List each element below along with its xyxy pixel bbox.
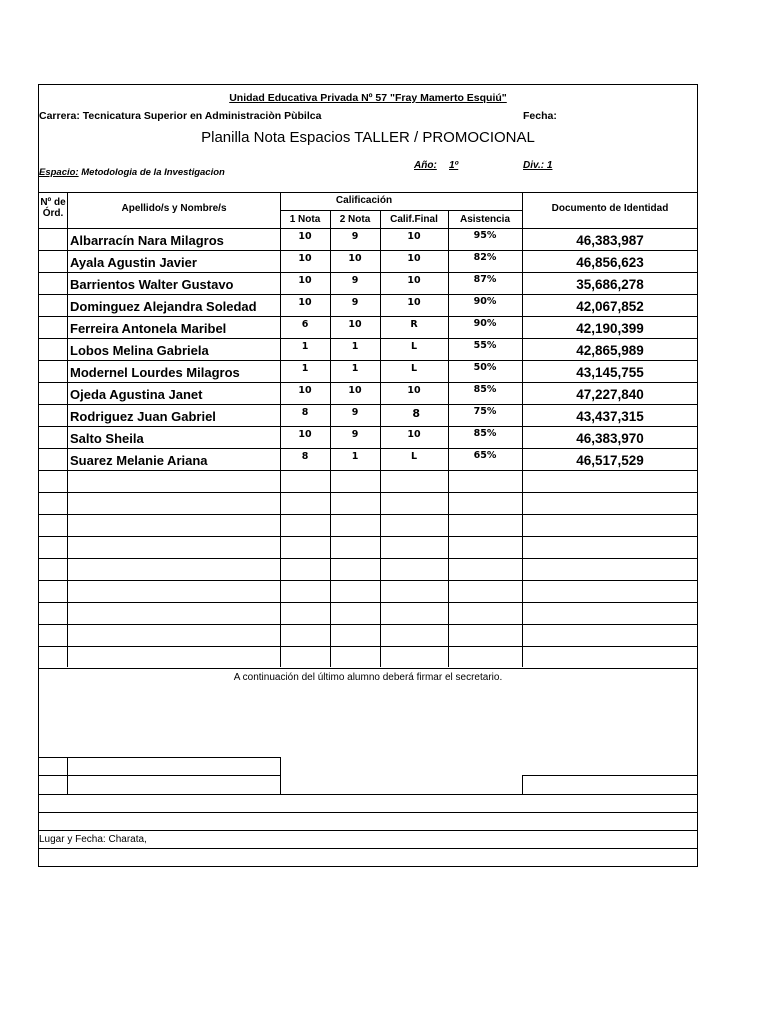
- grid-line: [38, 848, 698, 849]
- grid-line: [38, 84, 698, 85]
- grid-line: [38, 866, 698, 867]
- grid-line: [38, 426, 698, 427]
- nota2-cell: 1: [351, 363, 359, 374]
- nota1-cell: 1: [301, 363, 309, 374]
- final-cell: 10: [407, 275, 421, 286]
- document-cell: 43,145,755: [576, 365, 644, 380]
- final-cell: 10: [407, 385, 421, 396]
- nota2-cell: 9: [351, 297, 359, 308]
- attendance-cell: 87%: [473, 274, 497, 285]
- career-label: Carrera: Tecnicatura Superior en Administraciòn Pùbilca: [39, 110, 322, 122]
- attendance-cell: 82%: [473, 252, 497, 263]
- grid-line: [38, 536, 698, 537]
- grid-line: [38, 580, 698, 581]
- document-cell: 35,686,278: [576, 277, 644, 292]
- nota1-cell: 6: [301, 319, 309, 330]
- grid-line: [38, 360, 698, 361]
- school-name: Unidad Educativa Privada Nº 57 "Fray Mamerto Esquiú": [229, 92, 507, 104]
- grid-line: [38, 470, 698, 471]
- grid-line: [38, 228, 698, 229]
- grid-line: [38, 668, 698, 669]
- grid-line: [38, 84, 39, 867]
- grid-line: [380, 210, 381, 667]
- grid-line: [38, 602, 698, 603]
- student-name: Lobos Melina Gabriela: [70, 343, 209, 358]
- grid-line: [38, 294, 698, 295]
- final-cell: 10: [407, 231, 421, 242]
- attendance-header: Asistencia: [459, 214, 511, 225]
- space-label: Espacio:: [39, 167, 79, 178]
- grid-line: [38, 624, 698, 625]
- final-cell: 10: [407, 297, 421, 308]
- nota1-cell: 8: [301, 451, 309, 462]
- final-cell: 8: [412, 407, 420, 420]
- document-cell: 43,437,315: [576, 409, 644, 424]
- nota1-cell: 10: [298, 231, 312, 242]
- student-name: Albarracín Nara Milagros: [70, 233, 224, 248]
- secretary-note: A continuación del último alumno deberá firmar el secretario.: [233, 672, 503, 683]
- document-cell: 42,067,852: [576, 299, 644, 314]
- document-cell: 46,383,987: [576, 233, 644, 248]
- year-value: 1º: [449, 160, 459, 171]
- grid-line: [38, 404, 698, 405]
- final-cell: 10: [407, 429, 421, 440]
- place-date-label: Lugar y Fecha: Charata,: [39, 834, 147, 845]
- grid-line: [697, 84, 698, 867]
- student-name: Ferreira Antonela Maribel: [70, 321, 227, 336]
- final-cell: L: [410, 451, 418, 462]
- grid-line: [38, 646, 698, 647]
- order-header: Nº de Órd.: [40, 197, 66, 219]
- division-label: Div.: 1: [523, 160, 553, 171]
- document-cell: 42,865,989: [576, 343, 644, 358]
- student-name: Salto Sheila: [70, 431, 144, 446]
- nota2-cell: 9: [351, 231, 359, 242]
- grid-line: [522, 775, 523, 794]
- student-name: Dominguez Alejandra Soledad: [70, 299, 257, 314]
- student-name: Suarez Melanie Ariana: [70, 453, 208, 468]
- grid-line: [38, 830, 698, 831]
- nota2-header: 2 Nota: [339, 214, 371, 225]
- attendance-cell: 90%: [473, 296, 497, 307]
- grid-line: [38, 448, 698, 449]
- grid-line: [38, 794, 698, 795]
- grid-line: [38, 192, 698, 193]
- student-name: Rodriguez Juan Gabriel: [70, 409, 216, 424]
- nota1-cell: 8: [301, 407, 309, 418]
- attendance-cell: 95%: [473, 230, 497, 241]
- nota2-cell: 10: [348, 385, 362, 396]
- final-header: Calif.Final: [390, 214, 438, 225]
- document-cell: 46,517,529: [576, 453, 644, 468]
- grid-line: [330, 210, 331, 667]
- attendance-cell: 65%: [473, 450, 497, 461]
- grid-line: [38, 338, 698, 339]
- student-name: Ayala Agustin Javier: [70, 255, 197, 270]
- nota1-cell: 10: [298, 385, 312, 396]
- nota1-cell: 10: [298, 253, 312, 264]
- document-cell: 42,190,399: [576, 321, 644, 336]
- student-name: Modernel Lourdes Milagros: [70, 365, 240, 380]
- year-label: Año:: [414, 160, 437, 171]
- grid-line: [38, 757, 280, 758]
- nota2-cell: 9: [351, 407, 359, 418]
- document-cell: 46,856,623: [576, 255, 644, 270]
- nota2-cell: 9: [351, 275, 359, 286]
- grid-line: [38, 775, 280, 776]
- nota1-cell: 10: [298, 429, 312, 440]
- document-cell: 46,383,970: [576, 431, 644, 446]
- grades-group-header: Calificación: [335, 195, 393, 206]
- nota2-cell: 10: [348, 253, 362, 264]
- document-cell: 47,227,840: [576, 387, 644, 402]
- grid-line: [448, 210, 449, 667]
- final-cell: 10: [407, 253, 421, 264]
- document-header: Documento de Identidad: [551, 203, 669, 214]
- nota2-cell: 1: [351, 451, 359, 462]
- grid-line: [38, 250, 698, 251]
- student-name: Barrientos Walter Gustavo: [70, 277, 234, 292]
- grid-line: [38, 492, 698, 493]
- grid-line: [38, 514, 698, 515]
- grid-line: [38, 812, 698, 813]
- grid-line: [448, 210, 522, 211]
- name-header: Apellido/s y Nombre/s: [121, 203, 227, 214]
- page-title: Planilla Nota Espacios TALLER / PROMOCIONAL: [201, 129, 535, 146]
- date-label: Fecha:: [523, 110, 557, 122]
- nota1-cell: 10: [298, 275, 312, 286]
- nota1-cell: 1: [301, 341, 309, 352]
- final-cell: L: [410, 363, 418, 374]
- attendance-cell: 50%: [473, 362, 497, 373]
- space-field: [39, 167, 225, 178]
- attendance-cell: 85%: [473, 428, 497, 439]
- nota2-cell: 10: [348, 319, 362, 330]
- nota2-cell: 1: [351, 341, 359, 352]
- grid-line: [280, 210, 448, 211]
- nota1-cell: 10: [298, 297, 312, 308]
- student-name: Ojeda Agustina Janet: [70, 387, 203, 402]
- grid-line: [280, 192, 281, 667]
- grid-line: [38, 558, 698, 559]
- attendance-cell: 75%: [473, 406, 497, 417]
- grid-line: [280, 757, 281, 794]
- grid-line: [38, 382, 698, 383]
- attendance-cell: 55%: [473, 340, 497, 351]
- grid-line: [38, 272, 698, 273]
- grid-line: [522, 192, 523, 667]
- space-value: Metodologia de la Investigacion: [81, 167, 225, 178]
- attendance-cell: 90%: [473, 318, 497, 329]
- nota1-header: 1 Nota: [289, 214, 321, 225]
- grid-line: [67, 192, 68, 667]
- grid-line: [38, 316, 698, 317]
- grid-line: [522, 775, 698, 776]
- nota2-cell: 9: [351, 429, 359, 440]
- final-cell: L: [410, 341, 418, 352]
- attendance-cell: 85%: [473, 384, 497, 395]
- final-cell: R: [410, 319, 418, 330]
